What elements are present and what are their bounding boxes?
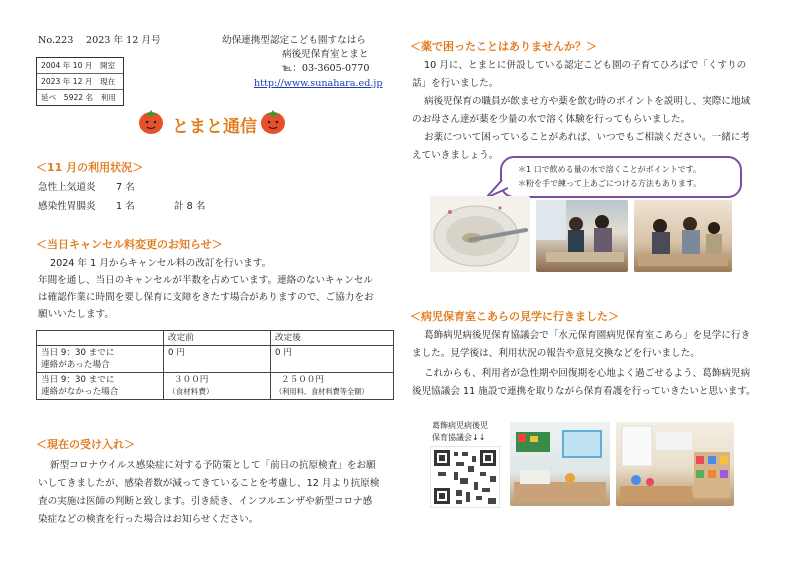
room-icon: [510, 422, 610, 506]
row2-after-note: （利用料、食材料費等全額）: [275, 387, 369, 396]
row2-label-a: 当日 9：30 までに: [41, 375, 115, 385]
cancel-line: 年間を通し、当日のキャンセルが半数を占めています。連絡のないキャンセル: [38, 275, 374, 286]
org-room: 病後児保育室とまと: [282, 49, 369, 60]
medicine-line: お薬について困っていることがあれば、いつでもご相談ください。一緒に考: [424, 132, 750, 143]
org-tel: ℡：03-3605-0770: [282, 63, 370, 74]
cancel-heading: ＜当日キャンセル料変更のお知らせ＞: [36, 238, 223, 251]
visit-line: ました。見学後は、利用状況の報告や意見交換などを行いました。: [412, 348, 700, 359]
issue-date: 2023 年 12 月号: [86, 35, 161, 46]
medicine-line: 話」を行いました。: [412, 78, 499, 89]
room-photo-1: [510, 422, 610, 506]
table-row: [37, 373, 394, 400]
medicine-line: えていきましょう。: [412, 150, 499, 161]
visit-line: 葛飾病児病後児保育協議会で「水元保育園病児保育室こあら」を見学に行き: [424, 330, 751, 341]
medicine-line: のお母さん達が薬を少量の水で溶く体験を行ってもらいました。: [412, 114, 691, 125]
cancel-line: は確認作業に時間を要し保育に支障をきたす場合がありますので、ご協力をお: [38, 292, 374, 303]
tip-line: ＊粉を手で練って上あごにつける方法もあります。: [518, 179, 702, 188]
acceptance-line: 新型コロナウイルス感染症に対する予防策として「前日の抗原検査」をお願: [50, 460, 376, 471]
tomato-icon: [258, 106, 288, 136]
room-photo-2: [616, 422, 734, 506]
table-row: [37, 346, 394, 373]
medicine-heading: ＜薬で困ったことはありませんか？＞: [410, 40, 597, 53]
info-box: [36, 57, 124, 106]
medicine-line: 病後児保育の職員が飲ませ方や薬を飲む時のポイントを説明し、実際に地域: [424, 96, 751, 107]
row2-label-b: 連絡がなかった場合: [41, 387, 119, 397]
org-url-link[interactable]: http://www.sunahara.ed.jp: [254, 78, 383, 89]
workshop-photo-1: [536, 200, 628, 272]
issue-number: No.223: [38, 35, 74, 46]
people-icon: [536, 200, 628, 272]
qr-caption: 葛飾病児病後児: [432, 421, 488, 430]
tomato-icon: [136, 106, 166, 136]
usage-count-1: 7 名: [116, 182, 135, 193]
cancel-fee-table: [36, 330, 394, 400]
table-row: [37, 331, 394, 346]
cancel-line: 2024 年 1 月からキャンセル料の改訂を行います。: [50, 258, 272, 269]
visit-heading: ＜病児保育室こあらの見学に行きました＞: [410, 310, 619, 323]
row2-before-note: （食材料費）: [168, 387, 214, 396]
workshop-photo-2: [634, 200, 732, 272]
row1-label-a: 当日 9：30 までに: [41, 348, 115, 358]
tip-bubble: [500, 156, 742, 198]
acceptance-line: 査の実施は医師の判断と致します。引き続き、インフルエンザや新型コロナ感: [38, 496, 373, 507]
newsletter-title: とまと通信: [172, 117, 257, 137]
acceptance-line: 染症などの検査を行った場合はお知らせください。: [38, 514, 259, 525]
info-opened: 2004 年 10 月 開室: [37, 58, 123, 74]
info-total: 延べ 5922 名 利用: [41, 93, 116, 102]
cancel-line: 願いいたします。: [38, 309, 114, 320]
visit-line: これからも、利用者が急性期や回復期を心地よく過ごせるよう、葛飾病児病: [424, 368, 751, 379]
acceptance-line: いしてきましたが、感染者数が減ってきていることを考慮し、12 月より抗原検: [38, 478, 380, 489]
col-after-header: 改定後: [271, 331, 394, 346]
usage-label-1: 急性上気道炎: [38, 182, 96, 193]
row1-label-b: 連絡があった場合: [41, 360, 110, 370]
dish-icon: [430, 196, 530, 272]
usage-total: 計 8 名: [174, 201, 206, 212]
col-before-header: 改定前: [164, 331, 271, 346]
qr-code-icon[interactable]: [430, 446, 500, 508]
info-current: 2023 年 12 月 現在: [37, 74, 123, 90]
org-name: 幼保連携型認定こども園すなはら: [222, 35, 366, 46]
medicine-line: 10 月に、とまとに併設している認定こども園の子育てひろばで「くすりの: [424, 60, 747, 71]
tip-line: ＊1 口で飲める量の水で溶くことがポイントです。: [518, 165, 701, 174]
group-icon: [634, 200, 732, 272]
dish-photo: [430, 196, 530, 272]
playroom-icon: [616, 422, 734, 506]
row2-after: ２５００円: [281, 375, 324, 385]
row2-before: ３００円: [174, 375, 209, 385]
usage-heading: ＜11 月の利用状況＞: [36, 161, 144, 174]
visit-line: 後児協議会 11 施設で連携を取りながら保育看護を行っていきたいと思います。: [412, 386, 756, 397]
usage-count-2: 1 名: [116, 201, 135, 212]
row1-after: 0 円: [271, 346, 394, 373]
acceptance-heading: ＜現在の受け入れ＞: [36, 438, 135, 451]
usage-label-2: 感染性胃腸炎: [38, 201, 96, 212]
qr-caption: 保育協議会↓↓: [432, 433, 486, 442]
row1-before: 0 円: [164, 346, 271, 373]
